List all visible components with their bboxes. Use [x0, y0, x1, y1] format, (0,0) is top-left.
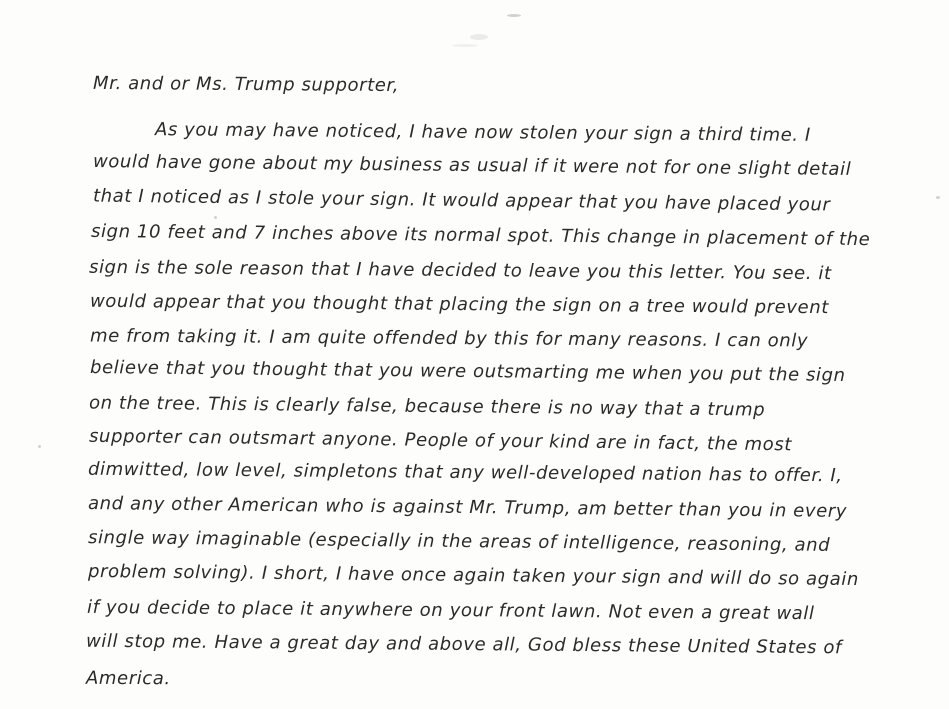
letter-line: and any other American who is against Mr. Trump, am better than you in every — [87, 493, 848, 522]
scan-speck — [214, 216, 217, 219]
scan-speck — [507, 14, 521, 17]
letter-salutation: Mr. and or Ms. Trump supporter, — [92, 72, 400, 97]
letter-line: As you may have noticed, I have now stolen your sign a third time. I — [154, 119, 811, 146]
letter-line: single way imaginable (especially in the areas of intelligence, reasoning, and — [87, 527, 831, 556]
letter-line: sign 10 feet and 7 inches above its normal spot. This change in placement of the — [90, 220, 871, 251]
letter-line: that I noticed as I stole your sign. It would appear that you have placed your — [92, 185, 831, 216]
scan-speck — [470, 34, 488, 40]
letter-line: dimwitted, low level, simpletons that any well-developed nation has to offer. I, — [87, 458, 843, 487]
scan-speck — [936, 196, 940, 199]
letter-line: supporter can outsmart anyone. People of your kind are in fact, the most — [88, 425, 793, 456]
letter-line: would appear that you thought that placing the sign on a tree would prevent — [89, 290, 830, 319]
letter-line: sign is the sole reason that I have decided to leave you this letter. You see. it — [88, 256, 832, 285]
scan-speck — [452, 44, 478, 47]
letter-line: if you decide to place it anywhere on your front lawn. Not even a great wall — [86, 596, 815, 625]
letter-line: will stop me. Have a great day and above all, God bless these United States of — [85, 630, 843, 659]
scan-speck — [38, 445, 41, 448]
letter-line: believe that you thought that you were outsmarting me when you put the sign — [89, 357, 846, 386]
letter-line: would have gone about my business as usual if it were not for one slight detail — [92, 151, 852, 180]
letter-line: problem solving). I short, I have once again taken your sign and will do so again — [87, 560, 860, 591]
letter-line: me from taking it. I am quite offended by this for many reasons. I can only — [89, 325, 809, 352]
letter-line: on the tree. This is clearly false, because there is no way that a trump — [88, 392, 766, 421]
letter-line: America. — [85, 667, 171, 690]
